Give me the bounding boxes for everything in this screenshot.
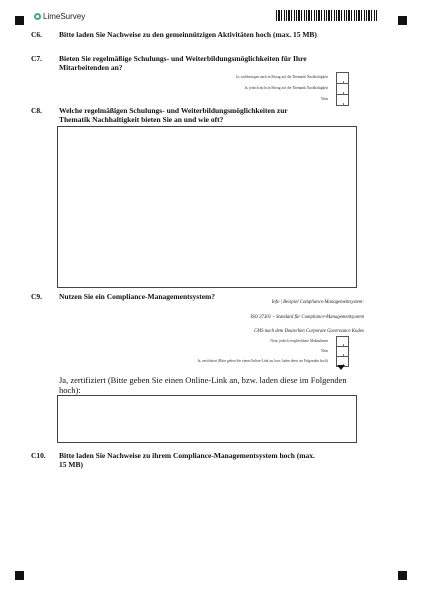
c7-checkbox-option-1[interactable] <box>337 73 348 84</box>
question-text-c8: Welche regelmäßigen Schulungs- und Weiterbildungsmöglichkeiten zur Thematik Nachhaltigkeit bieten Sie an und wie oft? <box>59 106 288 124</box>
registration-mark-bottom-left <box>15 571 24 580</box>
c9-info-line-3: CMS nach dem Deutschen Corporate Governance Kodex <box>253 329 364 334</box>
registration-mark-bottom-right <box>398 571 407 580</box>
page-barcode <box>276 10 377 21</box>
registration-mark-top-right <box>398 16 407 25</box>
question-number-c10: C10. <box>31 451 46 460</box>
c9-checkbox-option-1[interactable] <box>337 337 348 347</box>
logo-text: LimeSurvey <box>43 12 86 21</box>
c7-checkbox-option-3[interactable] <box>337 95 348 105</box>
question-text-c10: Bitte laden Sie Nachweise zu ihrem Compliance-Managementsystem hoch (max. 15 MB) <box>59 451 315 469</box>
question-number-c8: C8. <box>31 106 43 115</box>
c9-checkbox-option-2[interactable] <box>337 347 348 357</box>
question-text-c7: Bieten Sie regelmäßige Schulungs- und Weiterbildungsmöglichkeiten für Ihre Mitarbeitenden an? <box>59 54 307 72</box>
question-number-c9: C9. <box>31 292 43 301</box>
c9-info-line-1: Info | Beispiel Compliance-Managementsystem: <box>271 300 364 305</box>
c7-option-label-3: Nein <box>321 97 328 101</box>
c9-option-label-1: Nein, jedoch vergleichbare Maßnahmen <box>270 339 328 343</box>
c9-info-line-2: ISO 37301 – Standard für Compliance-Managementsystem <box>250 315 364 320</box>
c8-answer-textbox[interactable] <box>57 126 357 288</box>
c9-followup-text: Ja, zertifiziert (Bitte geben Sie einen Online-Link an, bzw. laden diese im Folgenden hoch): <box>59 375 347 395</box>
question-number-c7: C7. <box>31 54 43 63</box>
c9-option-label-2: Nein <box>321 349 328 353</box>
question-number-c6: C6. <box>31 30 43 39</box>
c7-option-label-1: Ja, sachbezogen auch in Bezug auf die Thematik Nachhaltigkeit <box>235 75 328 79</box>
c7-checkbox-option-2[interactable] <box>337 84 348 95</box>
registration-mark-top-left <box>15 16 24 25</box>
arrow-down-icon <box>337 365 345 370</box>
c7-option-label-2: Ja, jedoch nicht in Bezug auf die Thematik Nachhaltigkeit <box>244 86 328 90</box>
question-text-c6: Bitte laden Sie Nachweise zu den gemeinnützigen Aktivitäten hoch (max. 15 MB) <box>59 30 317 39</box>
c7-checkbox-column <box>336 72 349 106</box>
c9-checkbox-column <box>336 336 349 367</box>
limesurvey-logo <box>34 12 85 21</box>
c9-link-textbox[interactable] <box>57 395 357 443</box>
c9-option-label-3: Ja, zertifiziert (Bitte geben Sie einen Online-Link an, bzw. laden diese im Folgenden hoch) <box>197 359 328 363</box>
question-text-c9: Nutzen Sie ein Compliance-Managementsystem? <box>59 292 216 301</box>
limesurvey-logo-icon <box>34 13 41 20</box>
